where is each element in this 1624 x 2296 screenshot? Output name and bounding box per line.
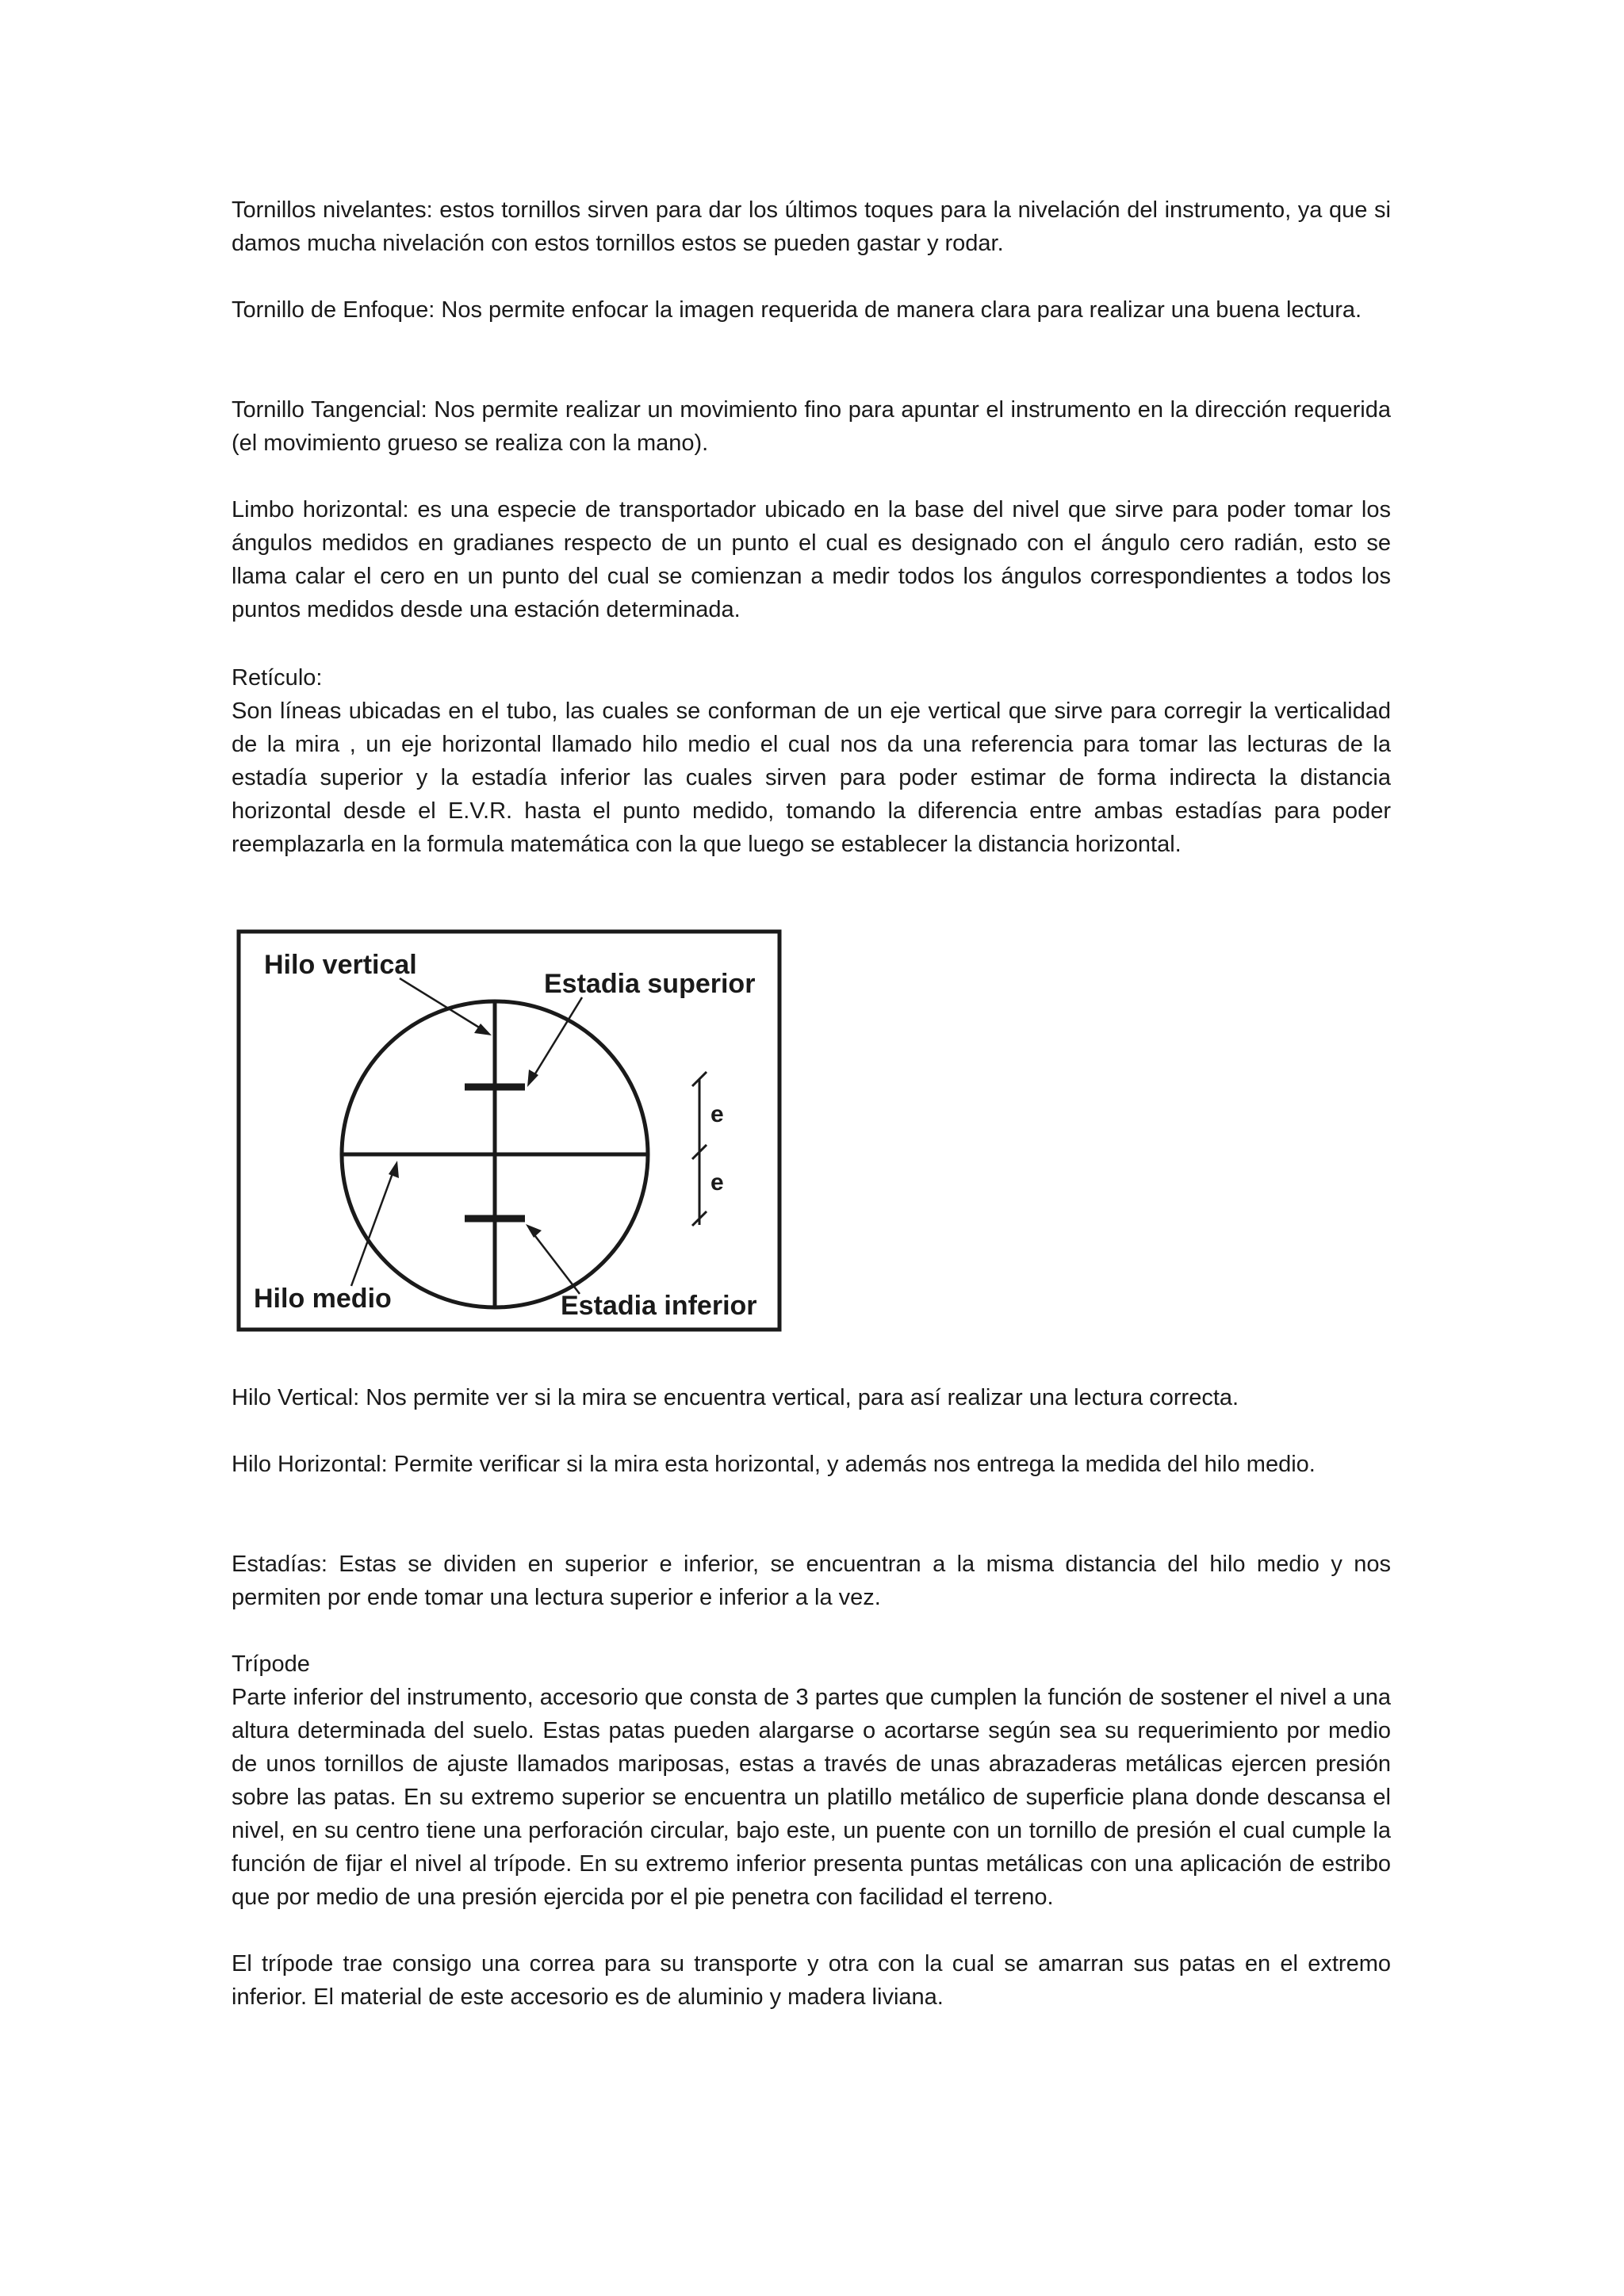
label-e-lower: e xyxy=(710,1169,724,1196)
paragraph-reticulo: Son líneas ubicadas en el tubo, las cuales se conforman de un eje vertical que sirve para corregir la verticalidad de la mira , un eje horizontal llamado hilo medio el cual nos da una referencia para tomar las lecturas de la estadía superior y la estadía inferior las cuales sirven para poder estimar de forma indirecta la distancia horizontal desde el E.V.R. hasta el punto medido, tomando la diferencia entre ambas estadías para poder reemplazarla en la formula matemática con la que luego se establecer la distancia horizontal. xyxy=(232,698,1391,857)
label-hilo-medio: Hilo medio xyxy=(254,1284,392,1314)
paragraph-estadias: Estadías: Estas se dividen en superior e inferior, se encuentran a la misma distancia del hilo medio y nos permiten por ende tomar una lectura superior e inferior a la vez. xyxy=(232,1552,1391,1610)
paragraph-limbo-horizontal: Limbo horizontal: es una especie de transportador ubicado en la base del nivel que sirve para poder tomar los ángulos medidos en gradianes respecto de un punto el cual es designado con el ángulo cero radián, esto se llama calar el cero en un punto del cual se comienzan a medir todos los ángulos correspondientes a todos los puntos medidos desde una estación determinada. xyxy=(232,497,1391,622)
heading-reticulo: Retículo: xyxy=(232,665,323,691)
heading-tripode: Trípode xyxy=(232,1651,310,1677)
reticle-diagram xyxy=(236,929,782,1332)
label-hilo-vertical: Hilo vertical xyxy=(264,950,417,980)
label-e-upper: e xyxy=(710,1101,724,1127)
label-estadia-inferior: Estadia inferior xyxy=(561,1291,757,1321)
paragraph-tornillo-enfoque: Tornillo de Enfoque: Nos permite enfocar la imagen requerida de manera clara para realizar una buena lectura. xyxy=(232,297,1362,323)
paragraph-tripode: Parte inferior del instrumento, accesorio que consta de 3 partes que cumplen la función de sostener el nivel a una altura determinada del suelo. Estas patas pueden alargarse o acortarse según sea su requerimiento por medio de unos tornillos de ajuste llamados mariposas, estas a través de unas abrazaderas metálicas ejercen presión sobre las patas. En su extremo superior se encuentra un platillo metálico de superficie plana donde descansa el nivel, en su centro tiene una perforación circular, bajo este, un puente con un tornillo de presión el cual cumple la función de fijar el nivel al trípode. En su extremo inferior presenta puntas metálicas con una aplicación de estribo que por medio de una presión ejercida por el pie penetra con facilidad el terreno. xyxy=(232,1685,1391,1910)
paragraph-tripode-correa: El trípode trae consigo una correa para su transporte y otra con la cual se amarran sus patas en el extremo inferior. El material de este accesorio es de aluminio y madera liviana. xyxy=(232,1951,1391,2010)
paragraph-tornillos-nivelantes: Tornillos nivelantes: estos tornillos sirven para dar los últimos toques para la nivelación del instrumento, ya que si damos mucha nivelación con estos tornillos estos se pueden gastar y rodar. xyxy=(232,197,1391,256)
paragraph-tornillo-tangencial: Tornillo Tangencial: Nos permite realizar un movimiento fino para apuntar el instrumento en la dirección requerida (el movimiento grueso se realiza con la mano). xyxy=(232,397,1391,456)
paragraph-hilo-horizontal: Hilo Horizontal: Permite verificar si la mira esta horizontal, y además nos entrega la medida del hilo medio. xyxy=(232,1452,1316,1477)
paragraph-hilo-vertical: Hilo Vertical: Nos permite ver si la mira se encuentra vertical, para así realizar una lectura correcta. xyxy=(232,1385,1239,1410)
label-estadia-superior: Estadia superior xyxy=(544,969,756,999)
reticle-diagram-svg xyxy=(236,929,782,1332)
